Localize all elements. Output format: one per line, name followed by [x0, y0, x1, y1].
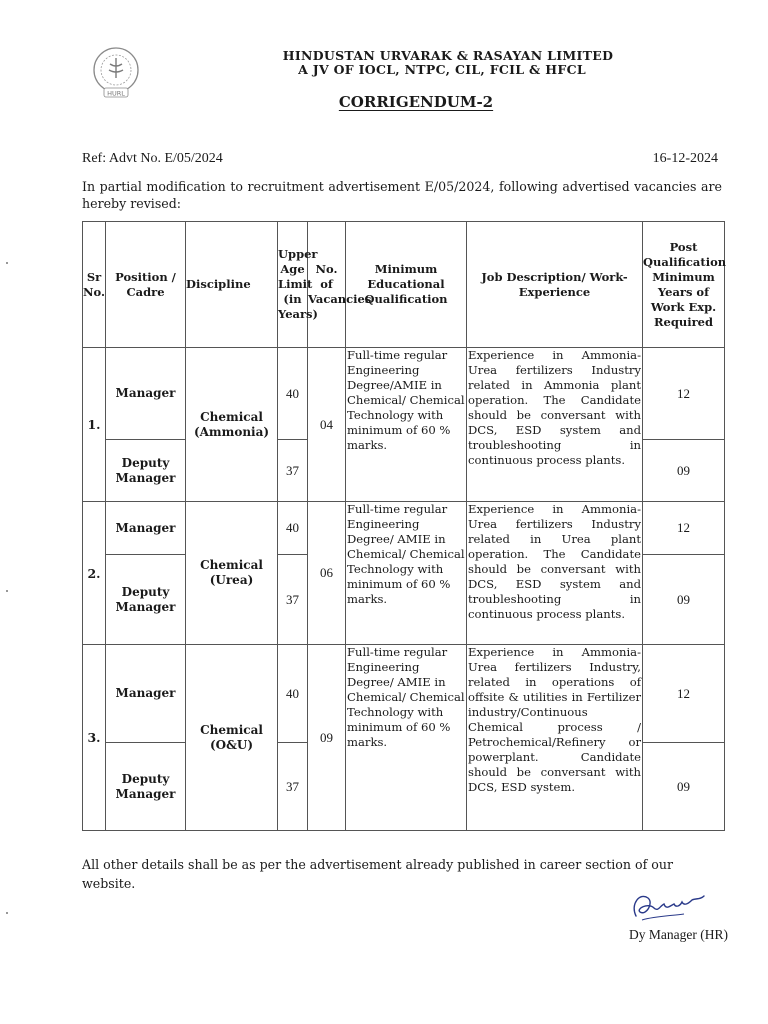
header-qualification: Minimum Educational Qualification — [346, 222, 467, 348]
age-cell: 37 — [278, 440, 308, 502]
organization-name: HINDUSTAN URVARAK & RASAYAN LIMITED — [282, 48, 614, 63]
position-cell: Manager — [106, 645, 186, 743]
job-description-cell: Experience in Ammonia-Urea fertilizers Industry related in Urea plant operation. The Candidate should be conversant with DCS, ESD system and troubleshooting in continuous process plants. — [467, 502, 643, 645]
job-description-cell: Experience in Ammonia-Urea fertilizers Industry related in Ammonia plant operation. The Candidate should be conversant with DCS, ESD system and troubleshooting in continuous process plants. — [467, 348, 643, 502]
qualification-cell: Full-time regular Engineering Degree/AMIE in Chemical/ Chemical Technology with minimum of 60 % marks. — [346, 348, 467, 502]
table-row — [83, 348, 725, 440]
job-description-cell: Experience in Ammonia-Urea fertilizers Industry, related in operations of offsite & utilities in Fertilizer industry/Continuous Chemical process / Petrochemical/Refinery or powerplant. Candidate should be conversant with DCS, ESD system. — [467, 645, 643, 831]
scan-dot — [6, 262, 8, 264]
experience-cell: 12 — [643, 348, 725, 440]
sr-number: 2. — [83, 502, 106, 645]
reference-number: Ref: Advt No. E/05/2024 — [82, 151, 223, 166]
experience-cell: 09 — [643, 555, 725, 645]
header-sr: Sr No. — [83, 222, 106, 348]
closing-paragraph: All other details shall be as per the advertisement already published in career section of our website. — [82, 857, 673, 891]
table-row — [83, 645, 725, 743]
vacancies-cell: 04 — [308, 348, 346, 502]
header-experience: Post Qualification Minimum Years of Work Exp. Required — [643, 222, 725, 348]
header-position: Position / Cadre — [106, 222, 186, 348]
qualification-cell: Full-time regular Engineering Degree/ AMIE in Chemical/ Chemical Technology with minimum of 60 % marks. — [346, 645, 467, 831]
age-cell: 37 — [278, 743, 308, 831]
age-cell: 40 — [278, 645, 308, 743]
svg-text:HURL: HURL — [107, 89, 125, 98]
sr-number: 3. — [83, 645, 106, 831]
discipline-cell: Chemical (Ammonia) — [186, 348, 278, 502]
table-row — [83, 502, 725, 555]
discipline-cell: Chemical (Urea) — [186, 502, 278, 645]
scan-dot — [6, 912, 8, 914]
position-cell: Deputy Manager — [106, 743, 186, 831]
qualification-cell: Full-time regular Engineering Degree/ AMIE in Chemical/ Chemical Technology with minimum of 60 % marks. — [346, 502, 467, 645]
header-discipline: Discipline — [186, 222, 278, 348]
position-cell: Manager — [106, 502, 186, 555]
signature-image — [626, 886, 710, 926]
document-title: CORRIGENDUM-2 — [338, 93, 494, 111]
age-cell: 40 — [278, 348, 308, 440]
experience-cell: 09 — [643, 743, 725, 831]
signatory-designation: Dy Manager (HR) — [629, 927, 728, 942]
vacancy-table — [82, 221, 725, 831]
organization-subtitle: A JV OF IOCL, NTPC, CIL, FCIL & HFCL — [298, 62, 586, 77]
sr-number: 1. — [83, 348, 106, 502]
age-cell: 40 — [278, 502, 308, 555]
position-cell: Deputy Manager — [106, 555, 186, 645]
experience-cell: 12 — [643, 645, 725, 743]
vacancies-cell: 09 — [308, 645, 346, 831]
experience-cell: 12 — [643, 502, 725, 555]
document-date: 16-12-2024 — [652, 151, 718, 166]
header-job: Job Description/ Work-Experience — [467, 222, 643, 348]
vacancies-cell: 06 — [308, 502, 346, 645]
discipline-cell: Chemical (O&U) — [186, 645, 278, 831]
scan-dot — [6, 590, 8, 592]
header-vacancies: No. of Vacancies — [308, 222, 346, 348]
age-cell: 37 — [278, 555, 308, 645]
intro-paragraph: In partial modification to recruitment advertisement E/05/2024, following advertised vacancies are hereby revised: — [82, 179, 722, 211]
position-cell: Deputy Manager — [106, 440, 186, 502]
header-age: Upper Age Limit (in Years) — [278, 222, 308, 348]
position-cell: Manager — [106, 348, 186, 440]
experience-cell: 09 — [643, 440, 725, 502]
